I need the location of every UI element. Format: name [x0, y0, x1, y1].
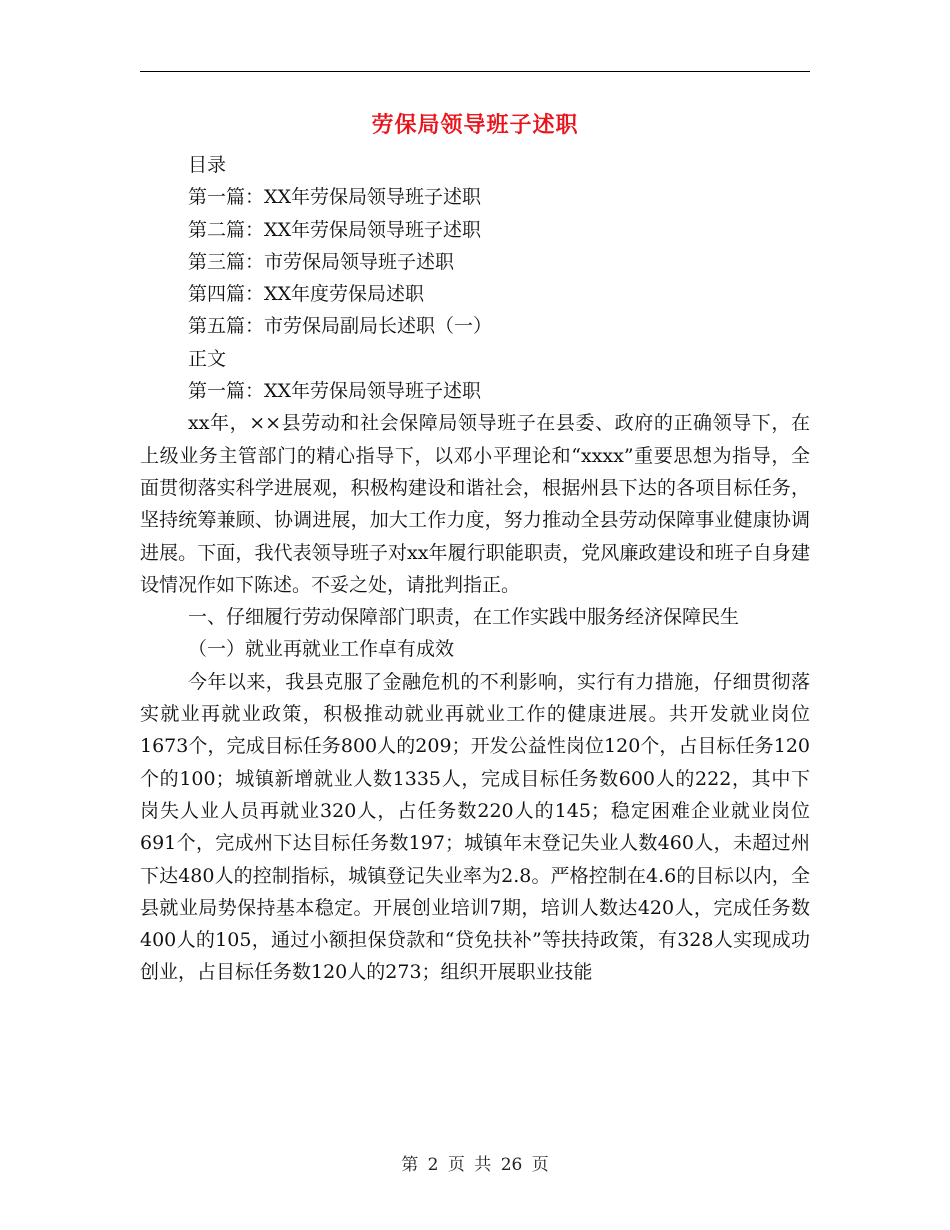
page-number-footer: 第 2 页 共 26 页 — [401, 1155, 549, 1175]
header-rule — [140, 71, 810, 72]
document-title: 劳保局领导班子述职 — [371, 112, 579, 138]
document-body — [140, 149, 810, 989]
toc-heading: 目录 — [188, 154, 227, 176]
article-title: 第一篇：XX年劳保局领导班子述职 — [188, 380, 482, 403]
section-heading: 一、仔细履行劳动保障部门职责，在工作实践中服务经济保障民生 — [188, 606, 740, 629]
toc-item: 第一篇：XX年劳保局领导班子述职 — [188, 186, 482, 209]
toc-item: 第二篇：XX年劳保局领导班子述职 — [188, 218, 482, 241]
toc-item: 第五篇：市劳保局副局长述职（一） — [188, 315, 493, 338]
toc-item: 第三篇：市劳保局领导班子述职 — [188, 250, 455, 273]
body-heading: 正文 — [188, 347, 227, 370]
subsection-heading: （一）就业再就业工作卓有成效 — [188, 638, 455, 661]
body-paragraph: 今年以来，我县克服了金融危机的不利影响，实行有力措施，仔细贯彻落实就业再就业政策，积极推动就业再就业工作的健康进展。共开发就业岗位1673个，完成目标任务800人的209；开发公益性岗位120个，占目标任务120个的100；城镇新增就业人数1335人，完成目标任务数600人的222，其中下岗失人业人员再就业320人，占任务数220人的145；稳定困难企业就业岗位691个，完成州下达目标任务数197；城镇年末登记失业人数460人，未超过州下达480人的控制指标，城镇登记失业率为2.8。严格控制在4.6的目标以内，全县就业局势保持基本稳定。开展创业培训7期，培训人数达420人，完成任务数400人的105，通过小额担保贷款和“贷免扶补”等扶持政策，有328人实现成功创业，占目标任务数120人的273；组织开展职业技能 — [140, 670, 810, 984]
toc-item: 第四篇：XX年度劳保局述职 — [188, 283, 425, 306]
intro-paragraph: xx年，××县劳动和社会保障局领导班子在县委、政府的正确领导下，在上级业务主管部门的精心指导下，以邓小平理论和“xxxx”重要思想为指导，全面贯彻落实科学进展观，积极构建设和谐社会，根据州县下达的各项目标任务，坚持统筹兼顾、协调进展，加大工作力度，努力推动全县劳动保障事业健康协调进展。下面，我代表领导班子对xx年履行职能职责，党风廉政建设和班子自身建设情况作如下陈述。不妥之处，请批判指正。 — [140, 412, 810, 596]
